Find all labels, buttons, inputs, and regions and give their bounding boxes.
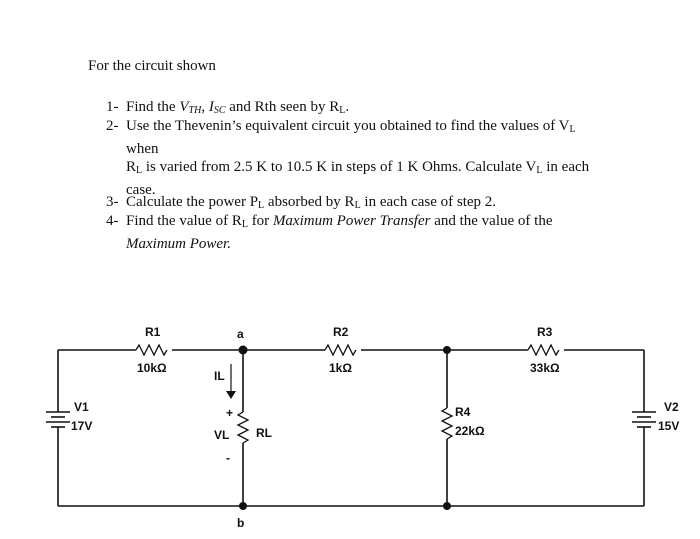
resistor-r3 [528, 345, 559, 355]
intro-text: For the circuit shown [88, 58, 216, 74]
task-4-text-a: Find the value of R [126, 213, 242, 229]
resistor-r2 [325, 345, 356, 355]
rl-subscript: L [339, 105, 346, 116]
vth-subscript: TH [188, 105, 202, 116]
task-2-line2: when [126, 140, 159, 157]
v2-value: 15V [658, 419, 680, 433]
task-3-text-a: Calculate the power P [126, 194, 259, 210]
task-2-line3-b: is varied from 2.5 K to 10.5 K in steps of 1 K Ohms. Calculate V [142, 159, 537, 175]
task-2-line3-a: R [126, 159, 137, 175]
node-a-label: a [237, 327, 244, 341]
r3-value: 33kΩ [530, 361, 560, 375]
task-3-subscript-1: L [258, 200, 265, 211]
task-1-text-b: and Rth seen by R [225, 99, 340, 115]
task-3-text-c: in each case of step 2. [360, 194, 497, 210]
resistor-rl [238, 412, 248, 443]
task-2-line1: Use the Thevenin’s equivalent circuit you obtained to find the values of V [126, 118, 570, 134]
task-4-number: 4- [106, 213, 119, 229]
plus-sign: + [226, 406, 234, 420]
task-2-number: 2- [106, 118, 119, 134]
resistor-r1 [136, 345, 167, 355]
r4-value: 22kΩ [455, 424, 485, 438]
r2-value: 1kΩ [329, 361, 352, 375]
voltage-vl-label: VL [214, 428, 230, 442]
r1-value: 10kΩ [137, 361, 167, 375]
task-4-text-b: for [247, 213, 273, 229]
r1-name: R1 [145, 325, 161, 339]
v1-name: V1 [74, 400, 89, 414]
minus-sign: - [226, 451, 230, 465]
task-1-number: 1- [106, 99, 119, 115]
task-2-line4: case. [126, 181, 156, 198]
task-3-text-b: absorbed by R [264, 194, 355, 210]
vth-symbol: V [179, 99, 189, 115]
resistor-r4 [442, 408, 452, 439]
node-b-label: b [237, 516, 245, 530]
isc-subscript: SC [213, 105, 226, 116]
rl-label: RL [256, 426, 272, 440]
r3-name: R3 [537, 325, 553, 339]
current-arrow-icon [226, 391, 236, 399]
task-3-subscript-2: L [354, 200, 361, 211]
task-2-line3-subscript: L [136, 165, 143, 176]
task-4-text-c: and the value of the [430, 213, 553, 229]
v2-name: V2 [664, 400, 679, 414]
task-4-italic-2: Maximum Power. [126, 235, 231, 252]
task-4-subscript: L [241, 219, 248, 230]
task-4-italic-1: Maximum Power Transfer [272, 213, 431, 229]
task-2-line3-c: in each [542, 159, 590, 175]
v1-value: 17V [71, 419, 93, 433]
task-2-line3-subscript-2: L [536, 165, 543, 176]
task-2-line1-subscript: L [569, 124, 576, 135]
r2-name: R2 [333, 325, 349, 339]
task-1-end: . [345, 99, 350, 115]
task-1-comma: , [201, 99, 209, 115]
r4-name: R4 [455, 405, 471, 419]
current-il-label: IL [214, 369, 225, 383]
isc-symbol: I [208, 99, 214, 115]
task-1-text-a: Find the [126, 99, 180, 115]
task-3-number: 3- [106, 194, 119, 210]
